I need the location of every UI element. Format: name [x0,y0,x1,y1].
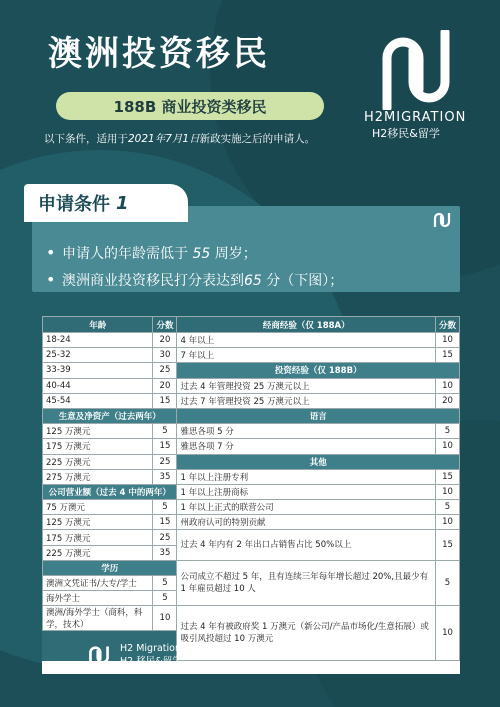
condition-text: 澳洲商业投资移民打分表达到 [62,273,244,289]
condition-value: 55 [192,246,211,262]
h2-logo-icon [381,30,451,110]
age-header: 年龄 [43,317,153,333]
table-cell: 1 年以上正式的联营公司 [177,500,436,515]
table-row [43,454,460,469]
intro-pre: 以下条件，适用于 [44,133,128,145]
condition-suffix: 分（下图）； [266,273,344,289]
table-cell: 15 [153,515,177,530]
table-cell: 4 年以上 [177,333,436,348]
table-cell: 20 [153,333,177,348]
section-header: 生意及净资产（过去两年） [43,408,177,423]
footer-brand-line2: H2 移民&留学 [120,656,182,667]
table-cell: 10 [436,439,460,454]
footer-logo [88,640,288,670]
intro-text [44,131,315,146]
condition-suffix: 周岁； [214,246,257,262]
table-cell: 5 [153,576,177,591]
table-cell: 10 [436,484,460,499]
table-cell: 澳洲/海外学士（商科，科学，技术） [43,606,153,631]
section-header: 语言 [177,408,460,423]
table-cell: 20 [153,378,177,393]
table-row [43,606,460,631]
conditions-tab-number: 1 [116,192,129,214]
table-cell: 75 万澳元 [43,500,153,515]
table-row [43,363,460,378]
table-cell: 5 [436,560,460,606]
table-cell: 过去 4 年管理投资 25 万澳元以上 [177,378,436,393]
table-cell: 18-24 [43,333,153,348]
table-cell: 25 [153,363,177,378]
table-cell: 公司成立不超过 5 年，且有连续三年每年增长超过 20%,且最少有 1 年雇员超过 10 人 [177,560,436,606]
h2-small-logo-icon [433,212,451,228]
table-cell: 雅思各项 5 分 [177,424,436,439]
table-row [43,530,460,545]
footer-brand-line1: H2 Migration [120,643,181,654]
table-row [43,560,460,575]
table-cell: 175 万澳元 [43,439,153,454]
bullet-icon: • [46,243,56,262]
table-cell: 15 [153,439,177,454]
table-cell: 过去 4 年有被政府奖 1 万澳元（新公司/产品市场化/生意拓展）或吸引风投超过 10 万澳元 [177,606,436,661]
table-cell: 州政府认可的特别贡献 [177,515,436,530]
table-row [43,333,460,348]
h2-footer-logo-icon [88,645,110,665]
conditions-tab-label: 申请条件 [38,194,110,215]
table-cell: 225 万澳元 [43,454,153,469]
bullet-icon: • [46,270,56,289]
table-cell: 15 [436,530,460,560]
table-row [43,378,460,393]
table-cell: 33-39 [43,363,153,378]
section-header: 其他 [177,454,460,469]
table-row [43,424,460,439]
experience-header: 经商经验（仅 188A） [177,317,436,333]
table-cell: 175 万澳元 [43,530,153,545]
table-row [43,500,460,515]
table-cell: 20 [436,393,460,408]
table-cell: 7 年以上 [177,348,436,363]
table-cell: 5 [153,500,177,515]
table-cell: 过去 7 年管理投资 25 万澳元以上 [177,393,436,408]
conditions-tab [24,184,188,222]
condition-text: 申请人的年龄需低于 [62,246,188,262]
table-row [43,408,460,423]
table-row [43,393,460,408]
condition-item [46,267,343,294]
table-cell: 35 [153,545,177,560]
score-header: 分数 [153,317,177,333]
points-table [42,316,460,674]
table-cell: 10 [436,515,460,530]
intro-date: 2021年7月1日 [128,133,200,145]
table-cell: 1 年以上注册商标 [177,484,436,499]
table-row [43,348,460,363]
table-cell: 10 [153,606,177,631]
table-row [43,469,460,484]
page-title: 澳洲投资移民 [48,34,270,74]
table-cell: 10 [436,606,460,661]
table-cell: 15 [153,393,177,408]
table-cell: 25 [153,454,177,469]
table-cell: 15 [436,469,460,484]
table-cell: 澳洲文凭证书/大专/学士 [43,576,153,591]
table-header-row [43,317,460,333]
intro-post: 新政实施之后的申请人。 [199,133,316,145]
brand-subname: H2移民&留学 [372,127,440,140]
table-cell: 25-32 [43,348,153,363]
section-header: 公司营业额（过去 4 中的两年） [43,484,177,499]
table-cell: 5 [153,424,177,439]
table-cell: 35 [153,469,177,484]
condition-item [46,240,343,267]
table-row [43,439,460,454]
table-cell: 125 万澳元 [43,424,153,439]
subtitle-pill: 188B 商业投资类移民 [56,92,324,120]
table-cell: 225 万澳元 [43,545,153,560]
footer-brand [120,642,182,668]
table-cell: 海外学士 [43,591,153,606]
table-cell: 5 [153,591,177,606]
table-cell: 过去 4 年内有 2 年出口占销售占比 50%以上 [177,530,436,560]
table-cell: 5 [436,500,460,515]
section-header: 投资经验（仅 188B） [177,363,460,378]
table-cell: 25 [153,530,177,545]
table-cell: 1 年以上注册专利 [177,469,436,484]
table-cell: 40-44 [43,378,153,393]
section-header: 学历 [43,560,177,575]
conditions-list [46,240,343,294]
table-row [43,484,460,499]
brand-name: H2MIGRATION [364,110,467,125]
score-header: 分数 [436,317,460,333]
table-cell: 15 [436,348,460,363]
condition-value: 65 [244,273,262,289]
table-cell: 30 [153,348,177,363]
table-cell: 45-54 [43,393,153,408]
table-cell: 275 万澳元 [43,469,153,484]
table-cell: 10 [436,333,460,348]
table-cell: 125 万澳元 [43,515,153,530]
table-cell: 10 [436,378,460,393]
table-cell: 雅思各项 7 分 [177,439,436,454]
table-row [43,515,460,530]
table-cell: 5 [436,424,460,439]
